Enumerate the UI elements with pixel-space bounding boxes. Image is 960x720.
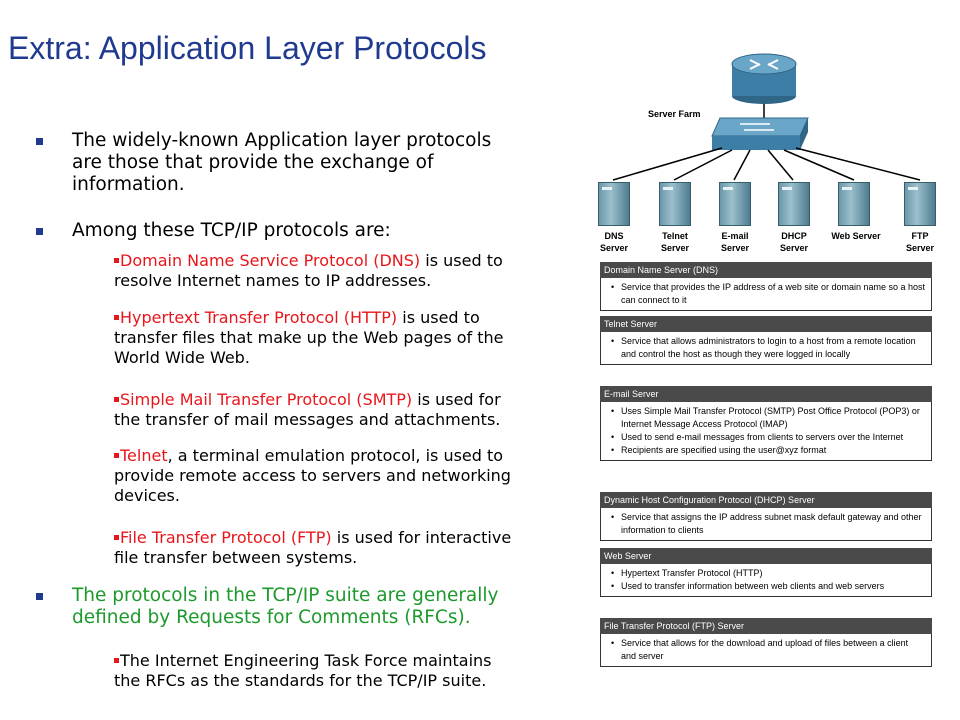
sub-bullet-ietf [114, 651, 594, 691]
panel-title: Domain Name Server (DNS) [600, 262, 932, 278]
protocol-name: Simple Mail Transfer Protocol (SMTP) [120, 390, 413, 409]
panel-title: File Transfer Protocol (FTP) Server [600, 618, 932, 634]
panel-title: Web Server [600, 548, 932, 564]
web-server-icon [838, 182, 870, 226]
panel-item: • Hypertext Transfer Protocol (HTTP) [621, 567, 925, 580]
bullet-text: Among these TCP/IP protocols are: [72, 220, 391, 241]
switch-icon [712, 118, 808, 150]
server-label: E-mail Server [720, 231, 750, 253]
sub-bullet-text: devices. [114, 486, 180, 505]
telnet-panel [600, 316, 932, 365]
ftp-server-icon [904, 182, 936, 226]
panel-body [600, 634, 932, 667]
panel-title: Dynamic Host Configuration Protocol (DHCP) Server [600, 492, 932, 508]
server-label: FTP Server [905, 231, 935, 253]
panel-body [600, 508, 932, 541]
dhcp-server-icon [778, 182, 810, 226]
panel-item: • Service that provides the IP address of a web site or domain name so a host can connect to it [621, 281, 925, 307]
panel-item: • Service that allows for the download and upload of files between a client and server [621, 637, 925, 663]
telnet-server-icon [659, 182, 691, 226]
sub-bullet-telnet [114, 446, 594, 506]
web-panel [600, 548, 932, 597]
sub-bullet-text: transfer files that make up the Web pages of the [114, 328, 504, 347]
panel-item: • Recipients are specified using the user@xyz format [621, 444, 925, 457]
bullet-item [72, 220, 391, 242]
sub-bullet-text: provide remote access to servers and networking [114, 466, 511, 485]
sub-bullet-ftp [114, 528, 594, 568]
sub-bullet-text: , a terminal emulation protocol, is used to [167, 446, 504, 465]
sub-bullet-marker [114, 658, 119, 663]
sub-bullet-http [114, 308, 594, 368]
server-label: Web Server [831, 231, 881, 241]
panel-item: • Service that assigns the IP address subnet mask default gateway and other information to clients [621, 511, 925, 537]
sub-bullet-text: is used to [397, 308, 480, 327]
sub-bullet-text: The Internet Engineering Task Force maintains [120, 651, 492, 670]
sub-bullet-smtp [114, 390, 594, 430]
server-farm-label: Server Farm [648, 109, 701, 119]
bullet-marker [36, 228, 43, 235]
sub-bullet-text: World Wide Web. [114, 348, 250, 367]
sub-bullet-text: file transfer between systems. [114, 548, 358, 567]
slide-title: Extra: Application Layer Protocols [8, 30, 487, 66]
server-links [613, 148, 920, 180]
panel-body [600, 278, 932, 311]
sub-bullet-text: is used to [420, 251, 503, 270]
server-label: DNS Server [599, 231, 629, 253]
sub-bullet-text: resolve Internet names to IP addresses. [114, 271, 432, 290]
sub-bullet-marker [114, 453, 119, 458]
bullet-item-rfc [72, 585, 499, 629]
bullet-item [72, 130, 491, 196]
sub-bullet-text: is used for [412, 390, 501, 409]
network-topology [592, 40, 944, 210]
panel-item: • Used to transfer information between web clients and web servers [621, 580, 925, 593]
bullet-text: The widely-known Application layer protocols [72, 130, 492, 151]
bullet-text: defined by Requests for Comments (RFCs). [72, 607, 471, 628]
server-label: DHCP Server [779, 231, 809, 253]
panel-title: E-mail Server [600, 386, 932, 402]
server-farm-diagram [592, 40, 944, 680]
bullet-text: information. [72, 174, 185, 195]
sub-bullet-text: is used for interactive [331, 528, 512, 547]
panel-item: • Used to send e-mail messages from clients to servers over the Internet [621, 431, 925, 444]
protocol-name: Telnet [120, 446, 168, 465]
dns-server-icon [598, 182, 630, 226]
protocol-name: Hypertext Transfer Protocol (HTTP) [120, 308, 398, 327]
sub-bullet-marker [114, 535, 119, 540]
panel-body [600, 402, 932, 461]
panel-body [600, 332, 932, 365]
sub-bullet-marker [114, 315, 119, 320]
email-server-icon [719, 182, 751, 226]
dhcp-panel [600, 492, 932, 541]
sub-bullet-marker [114, 397, 119, 402]
dns-panel [600, 262, 932, 311]
server-label: Telnet Server [660, 231, 690, 253]
sub-bullet-text: the transfer of mail messages and attachments. [114, 410, 501, 429]
ftp-panel [600, 618, 932, 667]
router-icon [732, 54, 796, 104]
bullet-text: The protocols in the TCP/IP suite are generally [72, 585, 499, 606]
bullet-text: are those that provide the exchange of [72, 152, 434, 173]
bullet-marker [36, 593, 43, 600]
panel-item: • Service that allows administrators to login to a host from a remote location and control the host as though they were logged in locally [621, 335, 925, 361]
panel-title: Telnet Server [600, 316, 932, 332]
protocol-name: Domain Name Service Protocol (DNS) [120, 251, 421, 270]
panel-body [600, 564, 932, 597]
sub-bullet-dns [114, 251, 594, 291]
email-panel [600, 386, 932, 461]
protocol-name: File Transfer Protocol (FTP) [120, 528, 332, 547]
sub-bullet-text: the RFCs as the standards for the TCP/IP suite. [114, 671, 487, 690]
bullet-marker [36, 138, 43, 145]
sub-bullet-marker [114, 258, 119, 263]
panel-item: • Uses Simple Mail Transfer Protocol (SMTP) Post Office Protocol (POP3) or Internet Message Access Protocol (IMAP) [621, 405, 925, 431]
